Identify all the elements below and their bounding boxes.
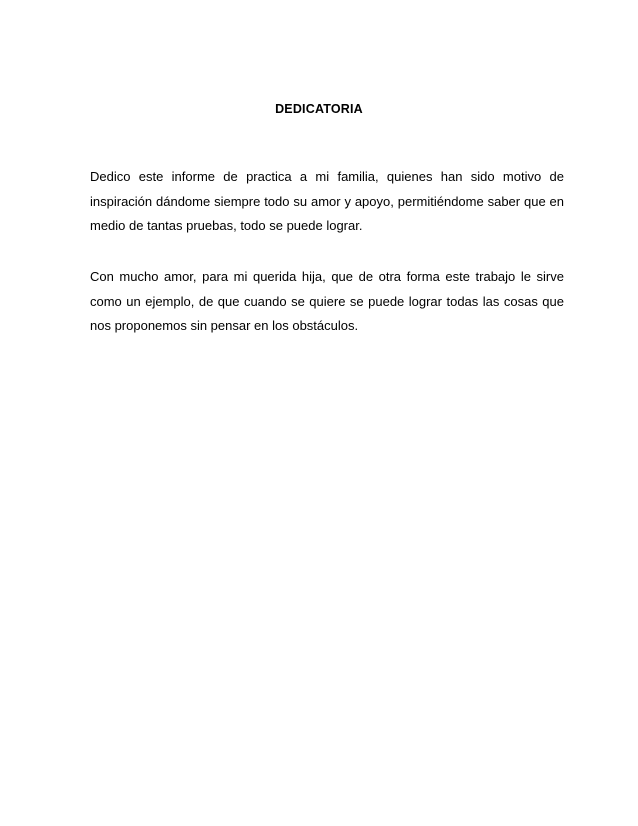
page-title: DEDICATORIA: [275, 102, 363, 116]
dedication-paragraph-family: Dedico este informe de practica a mi familia, quienes han sido motivo de inspiración dándome siempre todo su amor y apoyo, permitiéndome saber que en medio de tantas pruebas, todo se puede lograr.: [90, 169, 564, 233]
dedication-paragraph-daughter: Con mucho amor, para mi querida hija, que de otra forma este trabajo le sirve como un ejemplo, de que cuando se quiere se puede lograr todas las cosas que nos proponemos sin pensar en los obstáculos.: [90, 269, 564, 333]
